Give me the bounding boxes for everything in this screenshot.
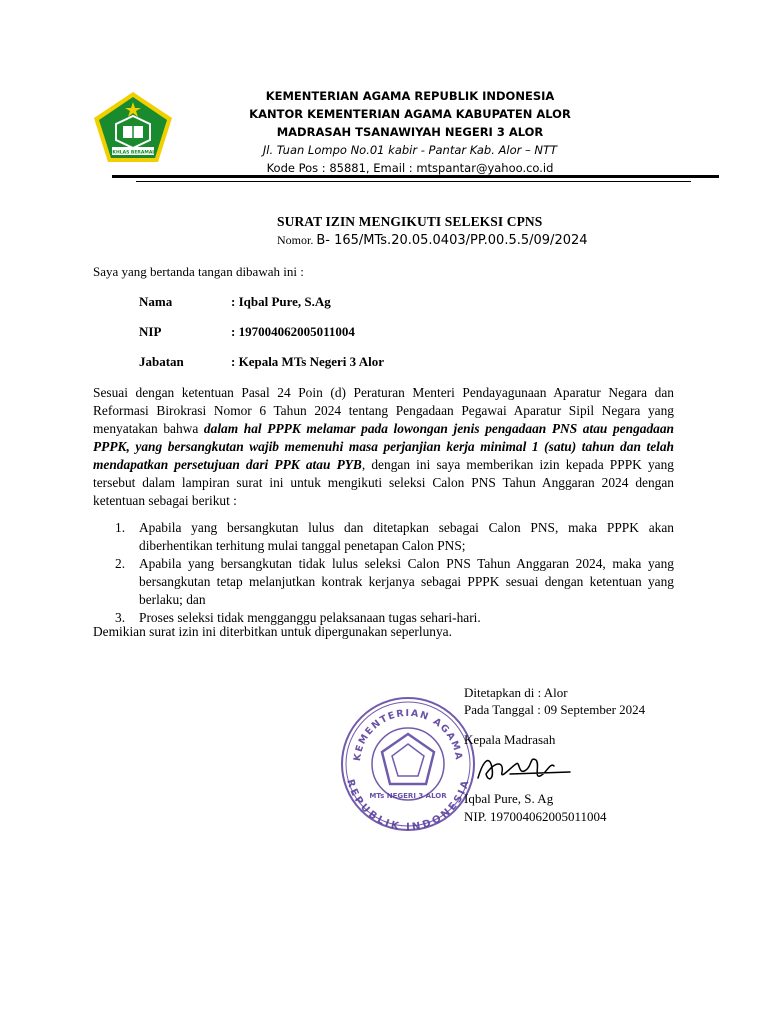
identity-value: : 197004062005011004: [231, 324, 355, 339]
letter-title: SURAT IZIN MENGIKUTI SELEKSI CPNS: [277, 214, 543, 229]
letterhead-school: MADRASAH TSANAWIYAH NEGERI 3 ALOR: [276, 125, 544, 139]
letter-number: [277, 233, 588, 248]
sign-date: Pada Tanggal : 09 September 2024: [464, 702, 646, 717]
sign-position: Kepala Madrasah: [464, 732, 556, 747]
letter-closing: Demikian surat izin ini diterbitkan untuk dipergunakan seperlunya.: [93, 624, 452, 639]
letterhead-address: Jl. Tuan Lompo No.01 kabir - Pantar Kab. Alor – NTT: [262, 143, 558, 157]
list-number: 1.: [115, 520, 126, 535]
list-number: 2.: [115, 556, 126, 571]
list-text: Proses seleksi tidak mengganggu pelaksanaan tugas sehari-hari.: [139, 610, 481, 625]
kemenag-logo-icon: [92, 90, 174, 164]
sign-nip: NIP. 197004062005011004: [464, 809, 607, 824]
sign-name: Iqbal Pure, S. Ag: [464, 791, 554, 806]
conditions-list: [93, 519, 674, 627]
stamp-inner-text: MTs NEGERI 3 ALOR: [369, 792, 447, 800]
list-text: Apabila yang bersangkutan lulus dan ditetapkan sebagai Calon PNS, maka PPPK akan diberhentikan terhitung mulai tanggal penetapan Calon PNS;: [139, 520, 674, 553]
identity-value: : Kepala MTs Negeri 3 Alor: [231, 354, 384, 369]
body-text: Sesuai dengan ketentuan Pasal 24 Poin (d) Peraturan Menteri Pendayagunaan Aparatur Negara dan Reformasi Birokrasi Nomor 6 Tahun 2024 tentang Pengadaan Pegawai Aparatur Sipil Negara yang menyatakan bahwa: [93, 385, 674, 436]
identity-name-row: [139, 294, 331, 310]
letter-number-label: Nomor.: [277, 233, 314, 247]
identity-label: NIP: [139, 324, 162, 339]
letterhead-ministry: KEMENTERIAN AGAMA REPUBLIK INDONESIA: [265, 89, 555, 103]
header-divider-thin: [136, 181, 691, 182]
identity-label: Jabatan: [139, 354, 184, 369]
identity-label: Nama: [139, 294, 173, 309]
list-item: [93, 519, 674, 555]
stamp-top-text: KEMENTERIAN AGAMA: [351, 707, 465, 762]
body-emphasis: dalam hal PPPK melamar pada lowongan jenis pengadaan PNS atau pengadaan PPPK, yang bersangkutan wajib memenuhi masa perjanjian kerja minimal 1 (satu) tahun dan telah mendapatkan persetujuan dari PPK atau PYB: [93, 421, 674, 472]
letter-number-value: B- 165/MTs.20.05.0403/PP.00.5.5/09/2024: [316, 233, 588, 248]
letterhead-contact: Kode Pos : 85881, Email : mtspantar@yahoo.co.id: [266, 161, 554, 175]
identity-value: : Iqbal Pure, S.Ag: [231, 294, 331, 309]
svg-text:REPUBLIK INDONESIA: [344, 778, 472, 833]
letter-body: [93, 384, 674, 510]
handwritten-signature-icon: [470, 748, 575, 788]
identity-nip-row: [139, 324, 355, 340]
stamp-bottom-text: REPUBLIK INDONESIA: [344, 778, 472, 834]
logo-motto: IKHLAS BERAMAL: [110, 150, 156, 156]
list-number: 3.: [115, 610, 126, 625]
letterhead: [200, 87, 620, 177]
sign-place: Ditetapkan di : Alor: [464, 685, 568, 700]
official-stamp-icon: [338, 694, 478, 834]
letterhead-office: KANTOR KEMENTERIAN AGAMA KABUPATEN ALOR: [249, 107, 571, 121]
list-item: [93, 555, 674, 609]
header-divider: [112, 175, 719, 178]
list-text: Apabila yang bersangkutan tidak lulus seleksi Calon PNS Tahun Anggaran 2024, maka yang bersangkutan tetap melanjutkan kontrak kerjanya sebagai PPPK sesuai dengan ketentuan yang berlaku; dan: [139, 556, 674, 607]
body-text: , dengan ini saya memberikan izin kepada PPPK yang tersebut dalam lampiran surat ini untuk mengikuti seleksi Calon PNS Tahun Anggaran 2024 dengan ketentuan sebagai berikut :: [93, 457, 674, 508]
letter-intro: Saya yang bertanda tangan dibawah ini :: [93, 264, 304, 279]
identity-position-row: [139, 354, 384, 370]
